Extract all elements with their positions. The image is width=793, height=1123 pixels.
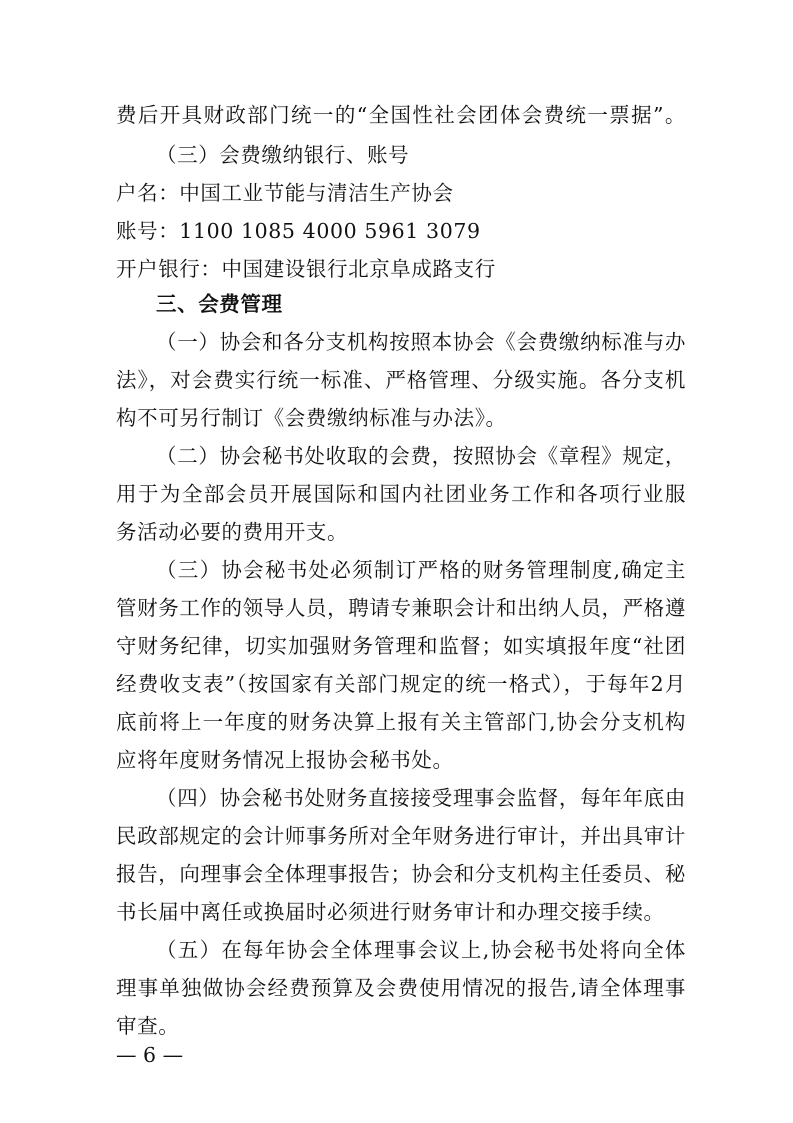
- bank-name: 开户银行：中国建设银行北京阜成路支行: [116, 257, 496, 281]
- paragraph-2-line-3: 务活动必要的费用开支。: [116, 520, 349, 544]
- paragraph-4-line-4: 书长届中离任或换届时必须进行财务审计和办理交接手续。: [116, 900, 665, 924]
- paragraph-3-line-3: 守财务纪律，切实加强财务管理和监督；如实填报年度“社团: [116, 634, 686, 658]
- paragraph-3-line-2: 管财务工作的领导人员，聘请专兼职会计和出纳人员，严格遵: [116, 596, 686, 620]
- paragraph-1-line-3: 构不可另行制订《会费缴纳标准与办法》。: [116, 406, 507, 430]
- page-number: — 6 —: [116, 1043, 184, 1067]
- paragraph-5-line-1: （五）在每年协会全体理事会议上,协会秘书处将向全体: [156, 938, 686, 962]
- paragraph-2-line-2: 用于为全部会员开展国际和国内社团业务工作和各项行业服: [116, 482, 686, 506]
- paragraph-4-line-3: 报告，向理事会全体理事报告；协会和分支机构主任委员、秘: [116, 862, 686, 886]
- section-heading-fee-management: 三、会费管理: [156, 292, 283, 316]
- paragraph-2-line-1: （二）协会秘书处收取的会费，按照协会《章程》规定，: [156, 444, 686, 468]
- paragraph-3-line-4: 经费收支表”（按国家有关部门规定的统一格式），于每年2月: [116, 672, 686, 696]
- paragraph-5-line-2: 理事单独做协会经费预算及会费使用情况的报告,请全体理事: [116, 976, 686, 1000]
- account-number: 账号：1100 1085 4000 5961 3079: [116, 219, 481, 243]
- paragraph-3-line-6: 应将年度财务情况上报协会秘书处。: [116, 748, 454, 772]
- paragraph-4-line-1: （四）协会秘书处财务直接接受理事会监督，每年年底由: [156, 786, 686, 810]
- paragraph-3-line-1: （三）协会秘书处必须制订严格的财务管理制度,确定主: [156, 558, 686, 582]
- paragraph-3-line-5: 底前将上一年度的财务决算上报有关主管部门,协会分支机构: [116, 710, 686, 734]
- bank-section-heading: （三）会费缴纳银行、账号: [156, 143, 410, 167]
- intro-line: 费后开具财政部门统一的“全国性社会团体会费统一票据”。: [116, 103, 686, 127]
- paragraph-5-line-3: 审查。: [116, 1014, 180, 1038]
- paragraph-4-line-2: 民政部规定的会计师事务所对全年财务进行审计，并出具审计: [116, 824, 686, 848]
- paragraph-1-line-2: 法》，对会费实行统一标准、严格管理、分级实施。各分支机: [116, 368, 686, 392]
- account-name: 户名：中国工业节能与清洁生产协会: [116, 181, 454, 205]
- paragraph-1-line-1: （一）协会和各分支机构按照本协会《会费缴纳标准与办: [156, 330, 686, 354]
